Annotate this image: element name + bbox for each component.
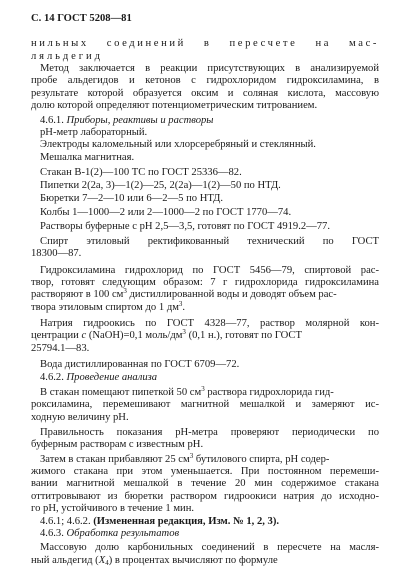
section-heading-4-6-3 [40,528,388,540]
text-line: Мешалка магнитная. [40,152,135,163]
text-line: рН-метр лабораторный. [40,127,148,138]
text-line: Электроды каломельный или хлорсеребряный и стеклянный. [40,139,316,150]
section-number: 4.6.1. [40,115,64,126]
text-line: оттитровывают из бюретки раствором гидроокиси натрия до исходно- [31,491,379,502]
text-line: Гидроксиламина гидрохлорид по ГОСТ 5456—79, спиртовой рас- [40,265,379,276]
page-header: С. 14 ГОСТ 5208—81 [31,13,132,24]
text-line: ляльдегид [31,51,103,62]
text-line: жимого стакана при этом уменьшается. При постоянном перемеши- [31,466,379,477]
text-line: Пипетки 2(2а, 3)—1(2)—25, 2(2а)—1(2)—50 по НТД. [40,180,281,191]
text-line: 18300—87. [31,248,82,259]
text-line: 25794.1—83. [31,343,90,354]
section-title: Приборы, реактивы и растворы [66,115,214,126]
text-line: растворяют в 100 $см^3$ дистиллированной воды и доводят объем рас- [31,287,337,300]
text-line: твора этиловым спиртом до 1 $дм^3$. [31,300,186,313]
text-line: пробе альдегидов и кетонов с гидрохлоридом гидроксиламина, в [31,75,379,86]
text-line: Затем в стакан прибавляют 25 $см^3$ бутилового спирта, рН содер- [40,452,330,465]
text-line: нильных соединений в пересчете на мас- [31,38,379,49]
text-line: центрации c (NaOH)=0,1 моль/$дм^3$ (0,1 н.), готовят по ГОСТ [31,328,302,341]
text-line: вании магнитной мешалкой в течение 20 мин содержимое стакана [31,478,379,489]
section-heading-4-6-1 [40,115,388,127]
text-line: твор, готовят следующим образом: 7 г гидрохлорида гидроксиламина [31,277,379,288]
text-line: В стакан помещают пипеткой 50 $см^3$ раствора гидрохлорида гид- [40,385,334,398]
text-line: Спирт этиловый ректификованный технический по ГОСТ [40,236,379,247]
amendment-note: 4.6.1; 4.6.2. (Измененная редакция, Изм. № 1, 2, 3). [40,516,280,527]
text-line: долю которой определяют потенциометрическим титрованием. [31,100,318,111]
text-line: Правильность показания рН-метра проверяют периодически по [40,427,379,438]
text-line: Метод заключается в реакции присутствующих в анализируемой [40,63,379,74]
text-line: Стакан В-1(2)—100 ТС по ГОСТ 25336—82. [40,167,242,178]
text-line: го рН, устойчивого в течение 1 мин. [31,503,195,514]
section-number: 4.6.2. [40,372,64,383]
text-line: буферным растворам с известным рН. [31,439,204,450]
section-title: Проведение анализа [66,372,158,383]
text-line: Растворы буферные с рН 2,5—3,5, готовят по ГОСТ 4919.2—77. [40,221,331,232]
section-number: 4.6.3. [40,528,64,539]
text-line: Натрия гидроокись по ГОСТ 4328—77, раствор молярной кон- [40,318,379,329]
section-heading-4-6-2 [40,372,388,384]
text-line: Бюретки 7—2—10 или 6—2—5 по НТД. [40,193,224,204]
section-title: Обработка результатов [66,528,180,539]
text-line: Вода дистиллированная по ГОСТ 6709—72. [40,359,240,370]
text-line: ный альдегид $(X_4)$ в процентах вычисляют по формуле [31,555,278,567]
text-line: результате которой образуется оксим и соляная кислота, массовую [31,88,379,99]
text-line: Массовую долю карбонильных соединений в пересчете на масля- [40,542,379,553]
text-line: ходную величину рН. [31,412,129,423]
text-line: роксиламина, перемешивают магнитной мешалкой и замеряют ис- [31,399,379,410]
text-line: Колбы 1—1000—2 или 2—1000—2 по ГОСТ 1770—74. [40,207,292,218]
